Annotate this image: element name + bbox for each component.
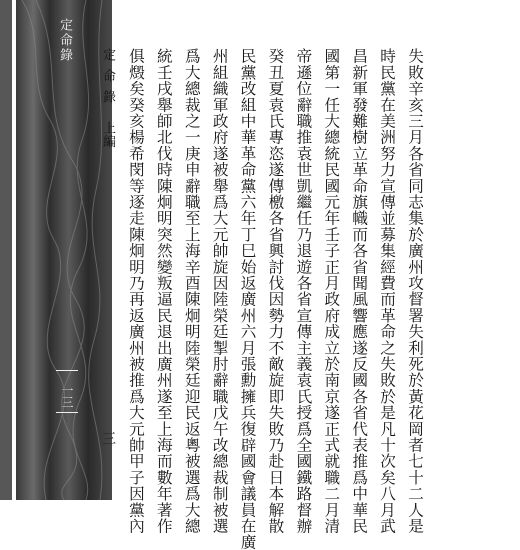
text-line: 國第一任大總統民國元年壬子正月政府成立於南京遂正式就職二月清 <box>322 48 341 534</box>
left-edge-band <box>0 0 12 500</box>
text-line: 統壬戌舉師北伐時陳炯明突然變叛逼民退出廣州遂至上海而數年著作 <box>154 48 173 534</box>
page-text <box>100 48 428 550</box>
spine-title: 定命錄 <box>57 18 72 63</box>
text-line: 時民黨在美洲努力宣傳並募集經費而革命之失敗於是凡十次矣八月武 <box>378 48 397 534</box>
text-line: 失敗辛亥三月各省同志集於廣州攻督署失利死於黃花岡者七十二人是 <box>406 48 424 534</box>
text-line: 癸丑夏袁氏專恣遂傳檄各省興討伐因勢力不敵旋即失敗乃赴日本解散 <box>266 48 285 534</box>
footer-book-title: 定命錄 <box>100 48 116 111</box>
spine-rule-bottom <box>56 412 78 413</box>
page-footer <box>93 48 121 446</box>
text-line: 民黨改組中華革命黨六年丁巳始返廣州六月張勳擁兵復辟國會議員在廣 <box>238 48 257 550</box>
marble-vein <box>70 0 88 500</box>
text-line: 州組織軍政府遂被舉爲大元帥旋因陸榮廷掣肘辭職戊午改總裁制被選 <box>210 48 229 534</box>
text-line: 俱燬矣癸亥楊希閔等逐走陳炯明乃再返廣州被推爲大元帥甲子因黨內 <box>126 48 145 534</box>
marble-vein <box>36 0 84 500</box>
spine-rule-top <box>56 370 78 371</box>
footer-volume: 上編 <box>100 121 116 149</box>
spine-page-marker: 一三 <box>60 384 74 408</box>
text-line: 昌新軍發難樹立革命旗幟而各省聞風響應遂反國各省代表推爲中華民 <box>350 48 369 534</box>
text-line: 爲大總裁之一庚申辭職至上海辛酉陳炯明陸榮廷迎民返粵被選爲大總 <box>182 48 201 534</box>
marble-vein <box>22 0 65 500</box>
page-number: 三 <box>100 431 117 446</box>
text-line: 帝遜位辭職推袁世凱繼任乃退遊各省宣傳主義袁氏授爲全國鐵路督辦 <box>294 48 313 534</box>
